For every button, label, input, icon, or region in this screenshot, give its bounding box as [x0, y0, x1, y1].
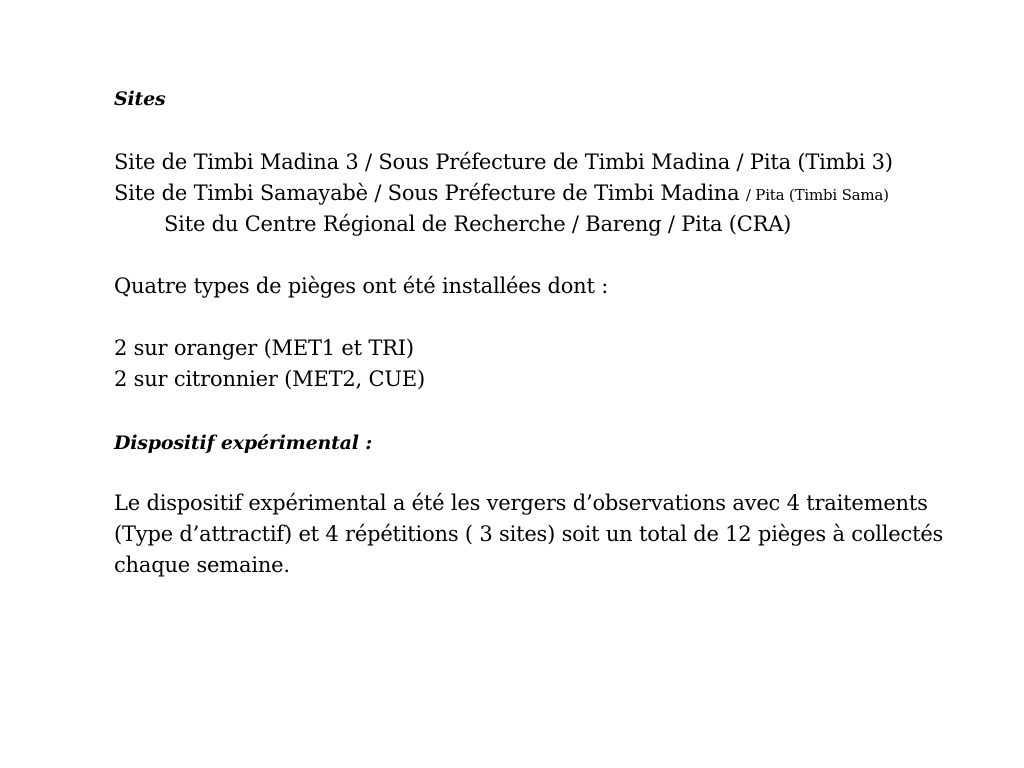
spacer [114, 395, 954, 426]
spacer [114, 460, 954, 488]
site-line-2-small: / Pita (Timbi Sama) [745, 186, 889, 204]
spacer [114, 240, 954, 271]
dispositif-heading: Dispositif expérimental : [114, 432, 373, 454]
site-line-2-main: Site de Timbi Samayabè / Sous Préfecture de Timbi Madina [114, 181, 746, 205]
trap-item-1: 2 sur oranger (MET1 et TRI) [114, 336, 414, 360]
sites-heading: Sites [114, 88, 166, 110]
site-line-2 [114, 178, 954, 209]
trap-item-2: 2 sur citronnier (MET2, CUE) [114, 367, 425, 391]
slide-content [114, 82, 954, 581]
spacer [114, 302, 954, 333]
site-line-3: Site du Centre Régional de Recherche / Bareng / Pita (CRA) [164, 212, 792, 236]
dispositif-text: Le dispositif expérimental a été les vergers d’observations avec 4 traitements (Type d’attractif) et 4 répétitions ( 3 sites) soit un total de 12 pièges à collectés chaque semaine. [114, 491, 944, 577]
site-line-1: Site de Timbi Madina 3 / Sous Préfecture de Timbi Madina / Pita (Timbi 3) [114, 150, 893, 174]
spacer [114, 116, 954, 147]
traps-intro: Quatre types de pièges ont été installées dont : [114, 274, 609, 298]
